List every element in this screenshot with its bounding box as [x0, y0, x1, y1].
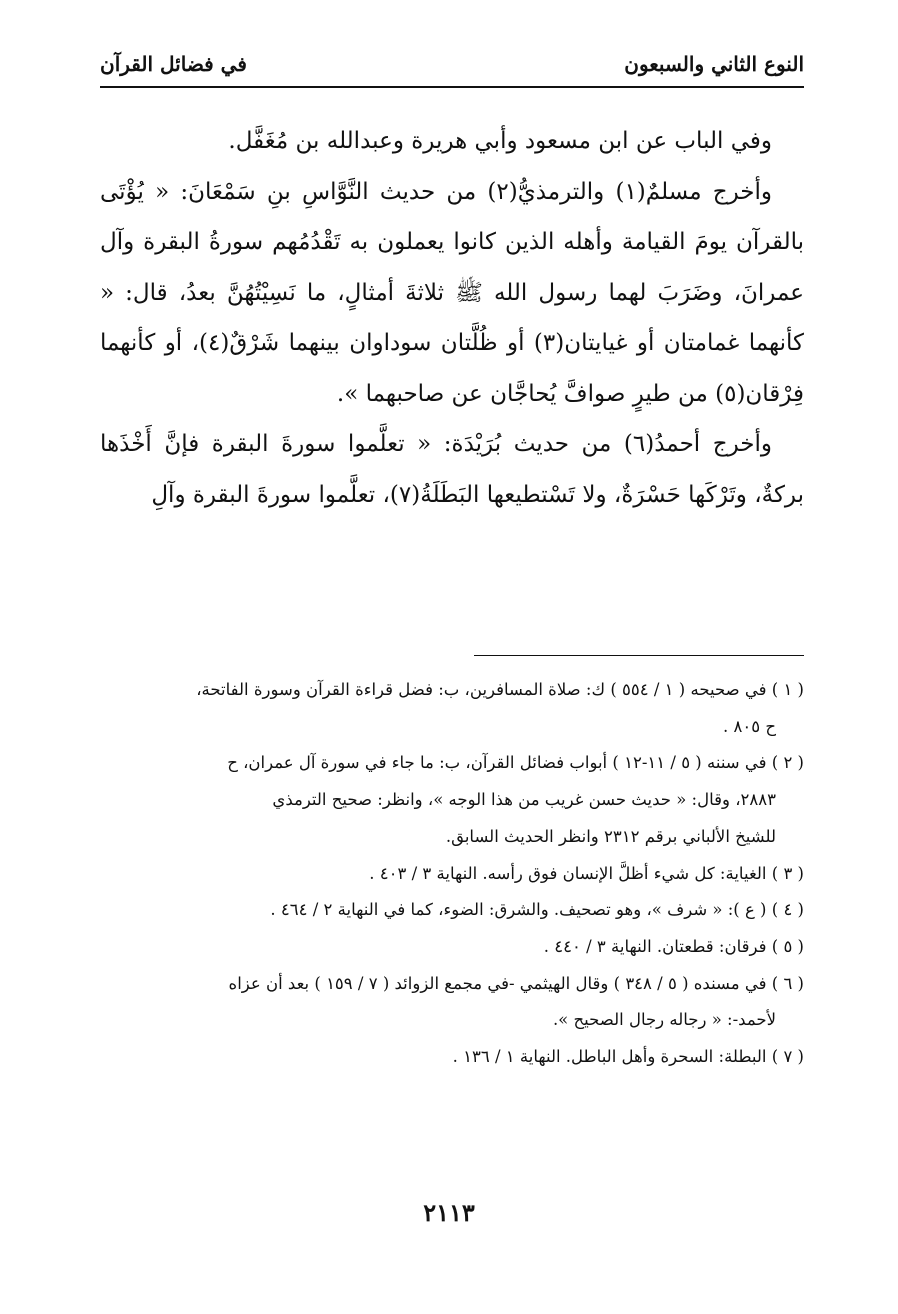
- footnote-6-continued: لأحمد-: « رجاله رجال الصحيح ».: [552, 1010, 776, 1030]
- page-number: ٢١١٣: [423, 1198, 475, 1227]
- chapter-title: النوع الثاني والسبعون: [624, 52, 804, 76]
- footnote-5: ( ٥ ) فرقان: قطعتان. النهاية ٣ / ٤٤٠ .: [543, 936, 804, 956]
- footnote-divider: [474, 655, 804, 656]
- paragraph: وأخرج مسلمٌ(١) والترمذيُّ(٢) من حديث النَّوَّاسِ بنِ سَمْعَانَ: « يُؤْتَى بالقرآن يومَ القيامة وأهله الذين كانوا يعملون به تَقْدُمُهم سورةُ البقرة وآل عمرانَ، وضَرَبَ لهما رسول الله ﷺ ثلاثةَ أمثالٍ، ما نَسِيْتُهُنَّ بعدُ، قال: « كأنهما غمامتان أو غيايتان(٣) أو ظُلَّتان سوداوان بينهما شَرْقٌ(٤)، أو كأنهما فِرْقان(٥) من طيرٍ صوافَّ يُحاجَّان عن صاحبهما ».: [100, 178, 804, 407]
- paragraph: وأخرج أحمدُ(٦) من حديث بُرَيْدَة: « تعلَّموا سورةَ البقرة فإنَّ أَخْذَها بركةٌ، وتَرْكَها حَسْرَةٌ، ولا تَسْتطيعها البَطَلَةُ(٧)، تعلَّموا سورةَ البقرة وآلِ: [100, 431, 804, 508]
- footnote-2-continued: ٢٨٨٣، وقال: « حديث حسن غريب من هذا الوجه »، وانظر: صحيح الترمذي: [272, 790, 776, 810]
- book-title: في فضائل القرآن: [100, 52, 247, 76]
- main-text: [100, 116, 804, 520]
- footnote-1-continued: ح ٨٠٥ .: [723, 716, 776, 736]
- footnote-3: ( ٣ ) الغياية: كل شيء أظلَّ الإنسان فوق رأسه. النهاية ٣ / ٤٠٣ .: [369, 863, 804, 883]
- header-divider: [100, 86, 804, 88]
- footnote-6: ( ٦ ) في مسنده ( ٥ / ٣٤٨ ) وقال الهيثمي -في مجمع الزوائد ( ٧ / ١٥٩ ) بعد أن عزاه: [228, 973, 804, 993]
- footnote-2: ( ٢ ) في سننه ( ٥ / ١١-١٢ ) أبواب فضائل القرآن، ب: ما جاء في سورة آل عمران، ح: [227, 753, 804, 773]
- footnote-7: ( ٧ ) البطلة: السحرة وأهل الباطل. النهاية ١ / ١٣٦ .: [452, 1047, 804, 1067]
- footnote-4: ( ٤ ) ( ع ): « شرف »، وهو تصحيف. والشرق: الضوء، كما في النهاية ٢ / ٤٦٤ .: [270, 900, 804, 920]
- footnotes: [100, 672, 804, 1076]
- footnote-1: ( ١ ) في صحيحه ( ١ / ٥٥٤ ) ك: صلاة المسافرين، ب: فضل قراءة القرآن وسورة الفاتحة،: [196, 680, 804, 699]
- running-header: [100, 44, 804, 84]
- footnote-2-continued: للشيخ الألباني برقم ٢٣١٢ وانظر الحديث السابق.: [445, 826, 776, 846]
- paragraph: وفي الباب عن ابن مسعود وأبي هريرة وعبدالله بن مُغَفَّل.: [228, 128, 772, 154]
